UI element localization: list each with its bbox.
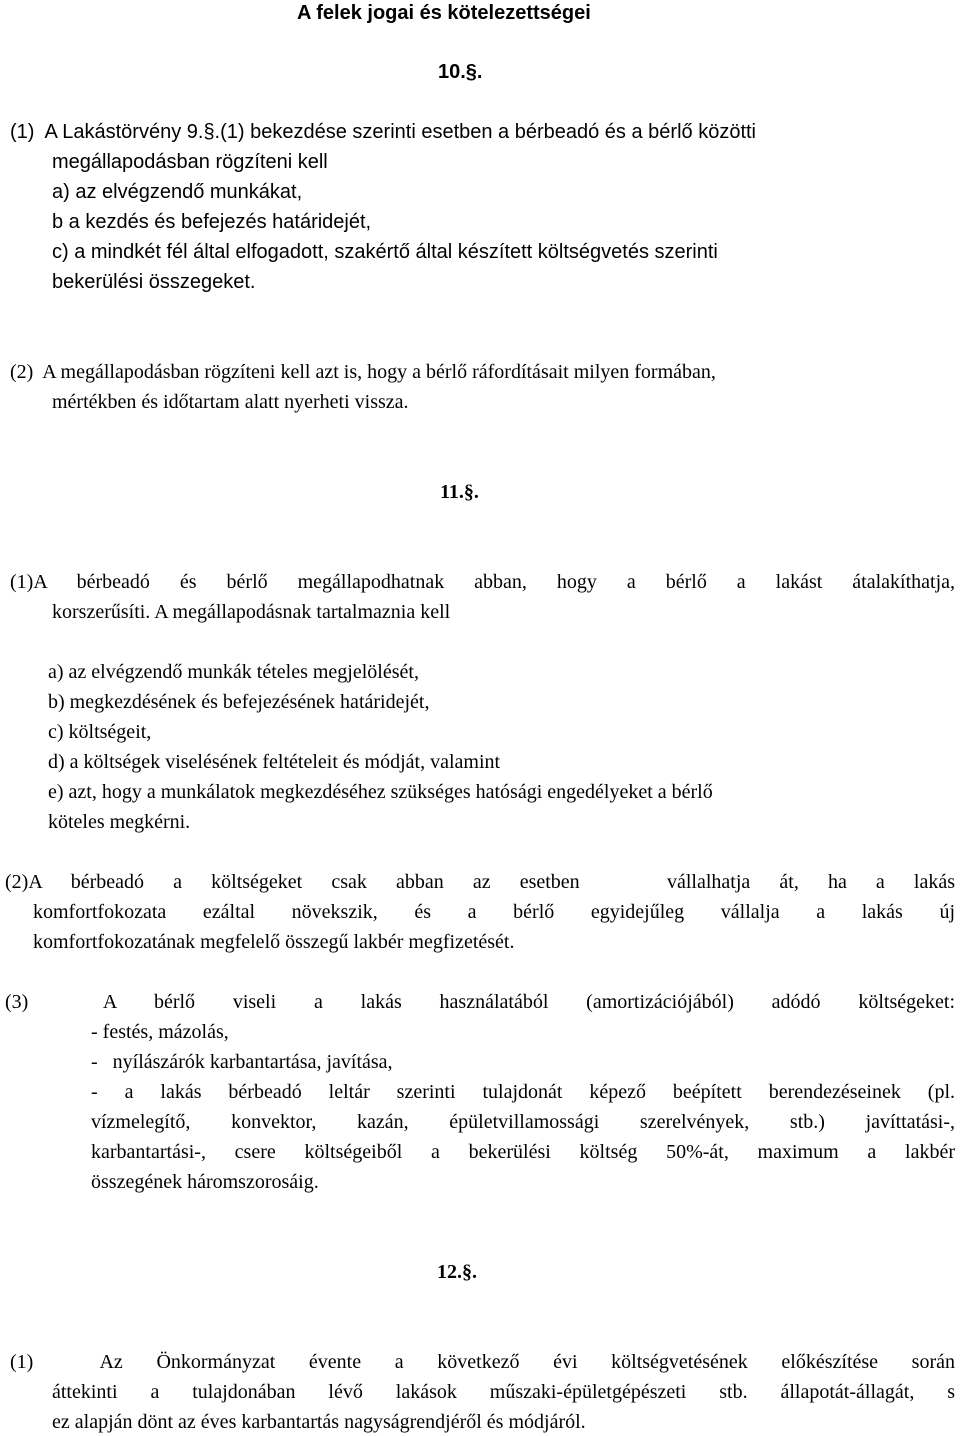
s11-item-b: b) megkezdésének és befejezésének határidejét, — [48, 691, 430, 713]
section-heading: A felek jogai és kötelezettségei — [297, 2, 591, 24]
s10-p1-line2: megállapodásban rögzíteni kell — [52, 151, 328, 173]
s10-p2-line1: (2) A megállapodásban rögzíteni kell azt is, hogy a bérlő ráfordításait milyen formában, — [10, 361, 716, 383]
s11-item-e: e) azt, hogy a munkálatok megkezdéséhez szükséges hatósági engedélyeket a bérlő — [48, 781, 713, 803]
section-number-11: 11.§. — [440, 481, 479, 503]
section-number-10: 10.§. — [438, 61, 483, 83]
s10-p1-line4: b a kezdés és befejezés határidejét, — [52, 211, 372, 233]
s11-p3-line3: - nyílászárók karbantartása, javítása, — [91, 1051, 393, 1073]
s10-p1-line5: c) a mindkét fél által elfogadott, szakértő által készített költségvetés szerinti — [52, 241, 718, 263]
s11-p2-line2: komfortfokozata ezáltal növekszik, és a bérlő egyidejűleg vállalja a lakás új — [33, 901, 955, 923]
s11-item-e-cont: köteles megkérni. — [48, 811, 191, 833]
s11-p3-line5: vízmelegítő, konvektor, kazán, épületvillamossági szerelvények, stb.) javíttatási-, — [91, 1111, 955, 1133]
s11-p3-line7: összegének háromszorosáig. — [91, 1171, 319, 1193]
s11-p3-line4: - a lakás bérbeadó leltár szerinti tulajdonát képező beépített berendezéseinek (pl. — [91, 1081, 955, 1103]
s11-item-a: a) az elvégzendő munkák tételes megjelölését, — [48, 661, 419, 683]
s11-p3-line1: (3) A bérlő viseli a lakás használatából (amortizációjából) adódó költségeket: — [5, 991, 955, 1013]
s11-item-c: c) költségeit, — [48, 721, 152, 743]
s10-p1-line3: a) az elvégzendő munkákat, — [52, 181, 303, 203]
s10-p1-line6: bekerülési összegeket. — [52, 271, 256, 293]
s11-p2-line1: (2)A bérbeadó a költségeket csak abban az esetben vállalhatja át, ha a lakás — [5, 871, 955, 893]
s11-p1-line1: (1)A bérbeadó és bérlő megállapodhatnak abban, hogy a bérlő a lakást átalakíthatja, — [10, 571, 955, 593]
s12-p1-line3: ez alapján dönt az éves karbantartás nagyságrendjéről és módjáról. — [52, 1411, 586, 1433]
s11-p2-line3: komfortfokozatának megfelelő összegű lakbér megfizetését. — [33, 931, 515, 953]
s11-item-d: d) a költségek viselésének feltételeit és módját, valamint — [48, 751, 501, 773]
s10-p1-line1: (1) A Lakástörvény 9.§.(1) bekezdése szerinti esetben a bérbeadó és a bérlő közötti — [10, 121, 756, 143]
s11-p1-line2: korszerűsíti. A megállapodásnak tartalmaznia kell — [52, 601, 451, 623]
s12-p1-line2: áttekinti a tulajdonában lévő lakások műszaki-épületgépészeti stb. állapotát-állagát, s — [52, 1381, 955, 1403]
s11-p3-line6: karbantartási-, csere költségeiből a bekerülési költség 50%-át, maximum a lakbér — [91, 1141, 955, 1163]
s10-p2-line2: mértékben és időtartam alatt nyerheti vissza. — [52, 391, 409, 413]
s12-p1-line1: (1) Az Önkormányzat évente a következő évi költségvetésének előkészítése során — [10, 1351, 955, 1373]
section-number-12: 12.§. — [437, 1261, 477, 1283]
s11-p3-line2: - festés, mázolás, — [91, 1021, 229, 1043]
